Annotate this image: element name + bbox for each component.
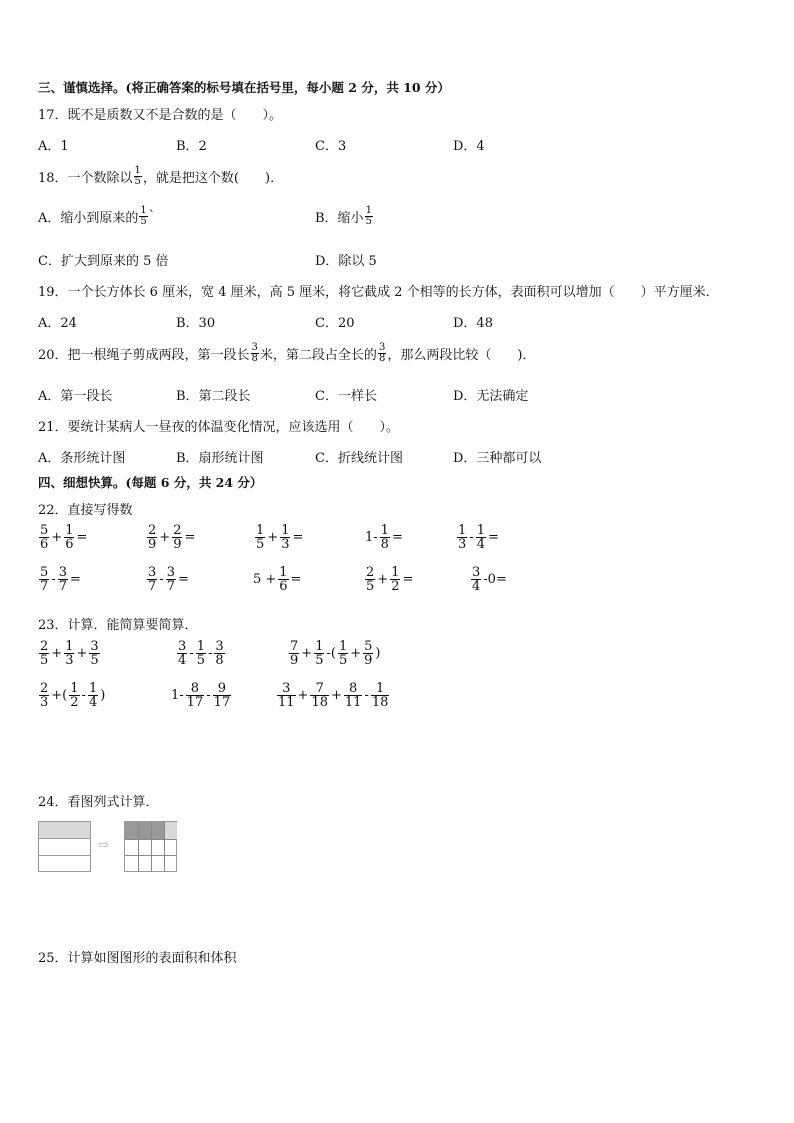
q17-option-d: D．4: [453, 139, 485, 154]
q20-option-d: D．无法确定: [453, 389, 529, 404]
q18-fraction: $\frac{1}{5}$: [134, 165, 141, 187]
q22-expr-10: $\frac{3}{4}$ -0=: [472, 565, 507, 594]
question-23: 23．计算．能简算要简算．: [38, 618, 198, 633]
q18-option-d: D．除以 5: [315, 254, 377, 269]
q23-expr-5: 1- $\frac{8}{17}$ - $\frac{9}{17}$: [171, 681, 231, 710]
question-25: 25．计算如图图形的表面积和体积: [38, 951, 237, 966]
question-24: 24．看图列式计算．: [38, 795, 159, 810]
q19-option-c: C．20: [315, 316, 355, 331]
question-18: [38, 166, 283, 187]
q17-option-c: C．3: [315, 139, 347, 154]
q18-option-c: C．扩大到原来的 5 倍: [38, 254, 169, 269]
q22-expr-9: $\frac{2}{5}$ + $\frac{1}{2}$ =: [366, 565, 414, 594]
section-4-title: 四、细想快算。(每题 6 分，共 24 分）: [38, 475, 263, 490]
q23-expr-3: $\frac{7}{9}$ + $\frac{1}{5}$ -( $\frac{1}{5}$ + $\frac{5}{9}$ ): [290, 639, 381, 668]
q22-expr-7: $\frac{3}{7}$ - $\frac{3}{7}$ =: [148, 565, 189, 594]
q22-expr-5: $\frac{1}{3}$ - $\frac{1}{4}$ =: [458, 523, 499, 552]
q21-option-d: D．三种都可以: [453, 451, 542, 466]
q22-expr-3: $\frac{1}{5}$ + $\frac{1}{3}$ =: [256, 523, 304, 552]
q22-expr-1: $\frac{5}{6}$ + $\frac{1}{6}$ =: [40, 523, 88, 552]
question-20: 20．把一根绳子剪成两段，第一段长 $\frac{3}{8}$ 米，第二段占全长的 $\frac{3}{8}$ ，那么两段比较（ )．: [38, 342, 536, 364]
q23-expr-4: $\frac{2}{3}$ +( $\frac{1}{2}$ - $\frac{1}{4}$ ): [40, 681, 106, 710]
q21-option-c: C．折线统计图: [315, 451, 403, 466]
figure-grid: [124, 821, 177, 872]
q20-option-c: C．一样长: [315, 389, 377, 404]
q23-expr-1: $\frac{2}{5}$ + $\frac{1}{3}$ + $\frac{3}{5}$: [40, 639, 99, 668]
section-3-title: 三、谨慎选择。(将正确答案的标号填在括号里，每小题 2 分，共 10 分）: [38, 80, 450, 95]
q17-option-a: A．1: [38, 139, 69, 154]
q18-stem-a: 18．一个数除以: [38, 171, 133, 186]
q22-expr-4: 1- $\frac{1}{8}$ =: [365, 523, 403, 552]
q20-option-a: A．第一段长: [38, 389, 113, 404]
arrow-icon: ⇨: [98, 838, 109, 853]
question-17: 17．既不是质数又不是合数的是（ ）。: [38, 108, 283, 123]
q23-expr-2: $\frac{3}{4}$ - $\frac{1}{5}$ - $\frac{3}{8}$: [178, 639, 224, 668]
q18-stem-b: ，就是把这个数( )．: [142, 171, 284, 186]
q17-option-b: B．2: [176, 139, 207, 154]
q20-option-b: B．第二段长: [176, 389, 251, 404]
q19-option-d: D．48: [453, 316, 493, 331]
question-19: 19．一个长方体长 6 厘米，宽 4 厘米，高 5 厘米，将它截成 2 个相等的长方体，表面积可以增加（ ）平方厘米．: [38, 285, 719, 300]
q23-expr-6: $\frac{3}{11}$ + $\frac{7}{18}$ + $\frac{8}{11}$ - $\frac{1}{18}$: [278, 681, 389, 710]
q22-expr-2: $\frac{2}{9}$ + $\frac{2}{9}$ =: [148, 523, 196, 552]
q18-option-b: B．缩小 $\frac{1}{5}$: [315, 205, 372, 227]
q22-expr-6: $\frac{5}{7}$ - $\frac{3}{7}$ =: [40, 565, 81, 594]
question-21: 21．要统计某病人一昼夜的体温变化情况，应该选用（ ）。: [38, 420, 400, 435]
q21-option-a: A．条形统计图: [38, 451, 126, 466]
figure-rect-thirds: [38, 821, 91, 872]
q18-option-a: A．缩小到原来的 $\frac{1}{5}$ `: [38, 205, 156, 227]
q21-option-b: B．扇形统计图: [176, 451, 264, 466]
q19-option-a: A．24: [38, 316, 77, 331]
q22-expr-8: 5 + $\frac{1}{6}$ =: [253, 565, 302, 594]
question-22: 22．直接写得数: [38, 503, 133, 518]
q19-option-b: B．30: [176, 316, 216, 331]
